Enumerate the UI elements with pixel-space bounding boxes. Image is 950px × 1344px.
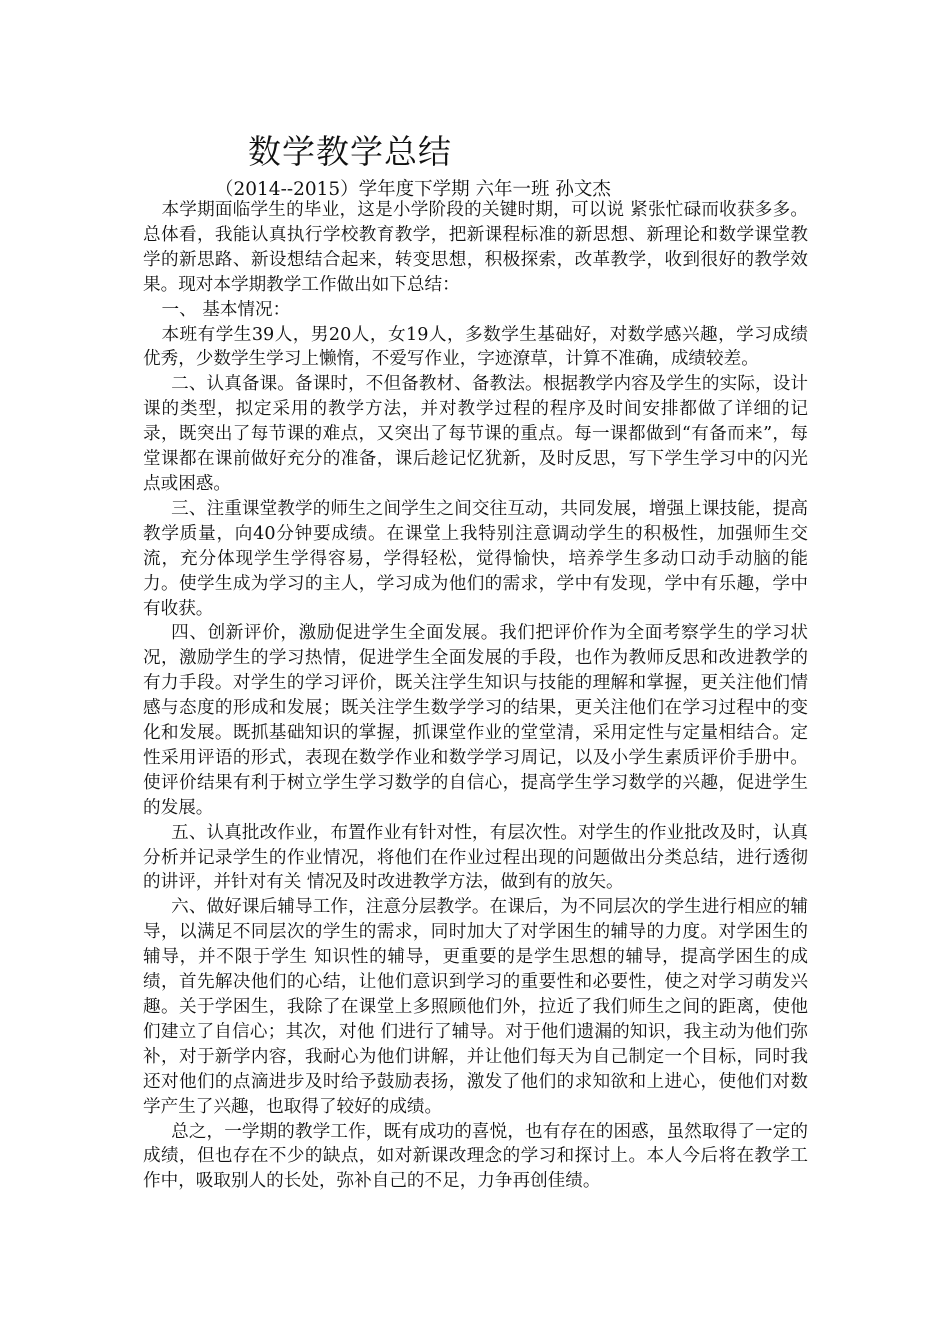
conclusion-paragraph: 总之，一学期的教学工作，既有成功的喜悦，也有存在的困惑，虽然取得了一定的成绩，但也存在不少的缺点，如对新课改理念的学习和探讨上。本人今后将在教学工作中，吸取别人的长处，弥补自己的不足，力争再创佳绩。: [143, 1121, 808, 1192]
homework-paragraph: 五、认真批改作业，布置作业有针对性，有层次性。对学生的作业批改及时，认真分析并记录学生的作业情况，将他们在作业过程出现的问题做出分类总结，进行透彻的讲评，并针对有关 情况及时改进教学方法，做到有的放矢。: [143, 822, 808, 893]
evaluation-paragraph: 四、创新评价，激励促进学生全面发展。我们把评价作为全面考察学生的学习状况，激励学生的学习热情，促进学生全面发展的手段，也作为教师反思和改进教学的有力手段。对学生的学习评价，既关注学生知识与技能的理解和掌握，更关注他们情感与态度的形成和发展；既关注学生数学学习的结果，更关注他们在学习过程中的变化和发展。既抓基础知识的掌握，抓课堂作业的堂堂清，采用定性与定量相结合。定性采用评语的形式，表现在数学作业和数学学习周记，以及小学生素质评价手册中。使评价结果有利于树立学生学习数学的自信心，提高学生学习数学的兴趣，促进学生的发展。: [143, 623, 808, 818]
document-subtitle: （2014--2015）学年度下学期 六年一班 孙文杰: [215, 179, 611, 200]
document-body: [143, 198, 808, 1194]
document-title: 数学教学总结: [248, 132, 452, 171]
lesson-prep-paragraph: 二、认真备课。备课时，不但备教材、备教法。根据教学内容及学生的实际，设计课的类型，拟定采用的教学方法，并对教学过程的程序及时间安排都做了详细的记录，既突出了每节课的难点，又突出了每节课的重点。每一课都做到“有备而来”，每堂课都在课前做好充分的准备，课后趁记忆犹新，及时反思，写下学生学习中的闪光点或困惑。: [143, 374, 808, 494]
classroom-teaching-paragraph: 三、注重课堂教学的师生之间学生之间交往互动，共同发展，增强上课技能，提高教学质量，向40分钟要成绩。在课堂上我特别注意调动学生的积极性，加强师生交流，充分体现学生学得容易，学得轻松，觉得愉快，培养学生多动口动手动脑的能力。使学生成为学习的主人，学习成为他们的需求，学中有发现，学中有乐趣，学中有收获。: [143, 498, 808, 619]
tutoring-paragraph: 六、做好课后辅导工作，注意分层教学。在课后，为不同层次的学生进行相应的辅导，以满足不同层次的学生的需求，同时加大了对学困生的辅导的力度。对学困生的辅导，并不限于学生 知识性的辅导，更重要的是学生思想的辅导，提高学困生的成绩，首先解决他们的心结，让他们意识到学习的重要性和必要性，使之对学习萌发兴趣。关于学困生，我除了在课堂上多照顾他们外，拉近了我们师生之间的距离，使他们建立了自信心；其次，对他 们进行了辅导。对于他们遗漏的知识，我主动为他们弥补，对于新学内容，我耐心为他们讲解，并让他们每天为自己制定一个目标，同时我还对他们的点滴进步及时给予鼓励表扬，激发了他们的求知欲和上进心，使他们对数学产生了兴趣，也取得了较好的成绩。: [143, 897, 808, 1117]
intro-paragraph: 本学期面临学生的毕业，这是小学阶段的关键时期，可以说 紧张忙碌而收获多多。总体看，我能认真执行学校教育教学，把新课程标准的新思想、新理论和数学课堂教学的新思路、新设想结合起来，转变思想，积极探索，改革教学，收到很好的教学效果。现对本学期教学工作做出如下总结：: [143, 200, 808, 295]
section-heading-basic: 一、 基本情况：: [161, 299, 291, 320]
basic-situation-paragraph: 本班有学生39人，男20人，女19人，多数学生基础好，对数学感兴趣，学习成绩优秀，少数学生学习上懒惰，不爱写作业，字迹潦草，计算不准确，成绩较差。: [143, 324, 808, 370]
